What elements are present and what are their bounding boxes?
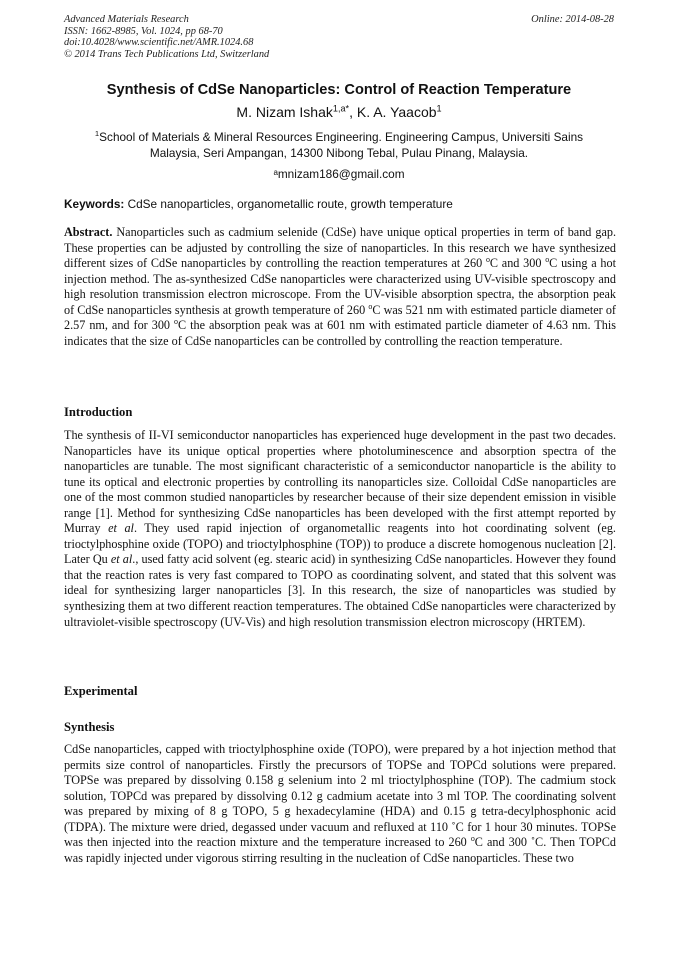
abstract-label: Abstract.: [64, 225, 113, 239]
copyright: © 2014 Trans Tech Publications Ltd, Switzerland: [64, 48, 270, 60]
introduction-text: The synthesis of II-VI semiconductor nanoparticles has experienced huge development in the past two decades. Nanoparticles have its unique optical properties where photoluminescence and absorption spectra of the nanoparticles are tunable. The most significant characteristic of a semiconductor nanoparticle is the ability to tune its optical and electronic properties by controlling its nanoparticles size. Colloidal CdSe nanoparticles are one of the most common studied nanoparticles by researcher because of their size dependent emission in visible range [1]. Method for synthesizing CdSe nanoparticles has been developed with the first attempt reported by Murray: [64, 428, 616, 536]
abstract-text: Nanoparticles such as cadmium selenide (CdSe) have unique optical properties in term of band gap. These properties can be adjusted by controlling the size of nanoparticles. In this research we have synthesized different sizes of CdSe nanoparticles by controlling the reaction temperatures at 260: [64, 225, 616, 271]
journal-name: Advanced Materials Research: [64, 14, 189, 25]
abstract-text: C was 521 nm with estimated particle diameter of 2.57 nm, and for 300: [64, 302, 616, 333]
journal-header: [64, 14, 269, 60]
issn: ISSN: 1662-8985, Vol. 1024, pp 68-70: [64, 25, 223, 37]
introduction-text: ., used fatty acid solvent (eg. stearic acid) in synthesizing CdSe nanoparticles. However they found that the reaction rates is very fast compared to TOPO as coordinating solvent, and stated that this solvent was ideal for synthesizing larger nanoparticles [3]. In this research, the size of nanoparticles was studied by synthesizing them at two different reaction temperatures. The obtained CdSe nanoparticles were characterized by ultraviolet-visible spectroscopy (UV-Vis) and high resolution transmission electron microscopy (HRTEM).: [64, 552, 616, 629]
degree-mark: o: [470, 834, 475, 844]
author-2: K. A. Yaacob: [356, 104, 437, 120]
degree-mark: o: [485, 255, 490, 265]
affiliation-marker: 1: [94, 129, 100, 139]
abstract-text: C using a hot injection method. The as-synthesized CdSe nanoparticles were characterized using UV-visible spectroscopy and high resolution transmission electron microscope. From the UV-visible absorption spectra, the absorption peak of CdSe nanoparticles synthesis at growth temperature of 260: [64, 256, 616, 317]
synthesis-paragraph: [64, 742, 616, 866]
keywords: [64, 197, 616, 211]
abstract-text: C and 300: [489, 256, 546, 271]
doi: doi:10.4028/www.scientific.net/AMR.1024.68: [64, 37, 254, 49]
synthesis-subheading: Synthesis: [64, 720, 115, 734]
degree-mark: o: [368, 301, 373, 311]
degree-mark: o: [545, 255, 550, 265]
introduction-heading: Introduction: [64, 405, 133, 419]
author-email: ᵃmnizam186@gmail.com: [273, 167, 405, 181]
introduction-paragraph: [64, 428, 616, 630]
et-al: et al: [108, 521, 134, 536]
abstract-paragraph: [64, 225, 616, 349]
experimental-heading: Experimental: [64, 684, 138, 698]
abstract-text: C the absorption peak was at 601 nm with estimated particle diameter of 4.63 nm. This indicates that the size of CdSe nanoparticles can be controlled by controlling the reaction temperature.: [64, 318, 616, 348]
author-line: [0, 104, 678, 120]
keywords-label: Keywords:: [64, 197, 125, 211]
author-2-affiliation: 1: [436, 103, 442, 114]
et-al: et al: [110, 552, 133, 567]
introduction-text: . They used rapid injection of organometallic reagents into hot coordinating solvent (eg. trioctylphosphine oxide (TOPO) and trioctylphosphine (TOP)) to produce a discrete homogenous nucleation [2]. Later Qu: [64, 521, 616, 567]
author-1: M. Nizam Ishak: [236, 104, 333, 120]
author-1-affiliation: 1,a*: [332, 103, 350, 114]
degree-mark: o: [174, 317, 178, 327]
synthesis-text: C and 300 ˚C. Then TOPCd was rapidly injected under vigorous stirring resulting in the nucleation of CdSe nanoparticles. These two: [64, 835, 616, 865]
synthesis-text: CdSe nanoparticles, capped with trioctylphosphine oxide (TOPO), were prepared by a hot injection method that permits size control of nanoparticles. Firstly the precursors of TOPSe and TOPCd solutions were prepared. TOPSe was prepared by dissolving 0.158 g selenium into 2 ml trioctylphosphine (TOP). The cadmium stock solution, TOPCd was prepared by dissolving 0.12 g cadmium acetate into 3 ml TOP. The coordinating solvent was prepared by mixing of 8 g TOPO, 5 g hexadecylamine (HDA) and 0.15 g tetra-decylphosphonic acid (TDPA). The mixture were dried, degassed under vacuum and refluxed at 110 ˚C for 1 hour 30 minutes. TOPSe was then injected into the reaction mixture and the temperature increased to 260: [64, 742, 616, 850]
paper-title: Synthesis of CdSe Nanoparticles: Control of Reaction Temperature: [106, 82, 572, 98]
affiliation: [80, 130, 598, 161]
author-separator: ,: [349, 104, 357, 120]
affiliation-text: School of Materials & Mineral Resources Engineering. Engineering Campus, Universiti Sains Malaysia, Seri Ampangan, 14300 Nibong Tebal, Pulau Pinang, Malaysia.: [99, 130, 584, 160]
online-date: Online: 2014-08-28: [531, 14, 614, 25]
keywords-text: CdSe nanoparticles, organometallic route, growth temperature: [124, 197, 453, 211]
